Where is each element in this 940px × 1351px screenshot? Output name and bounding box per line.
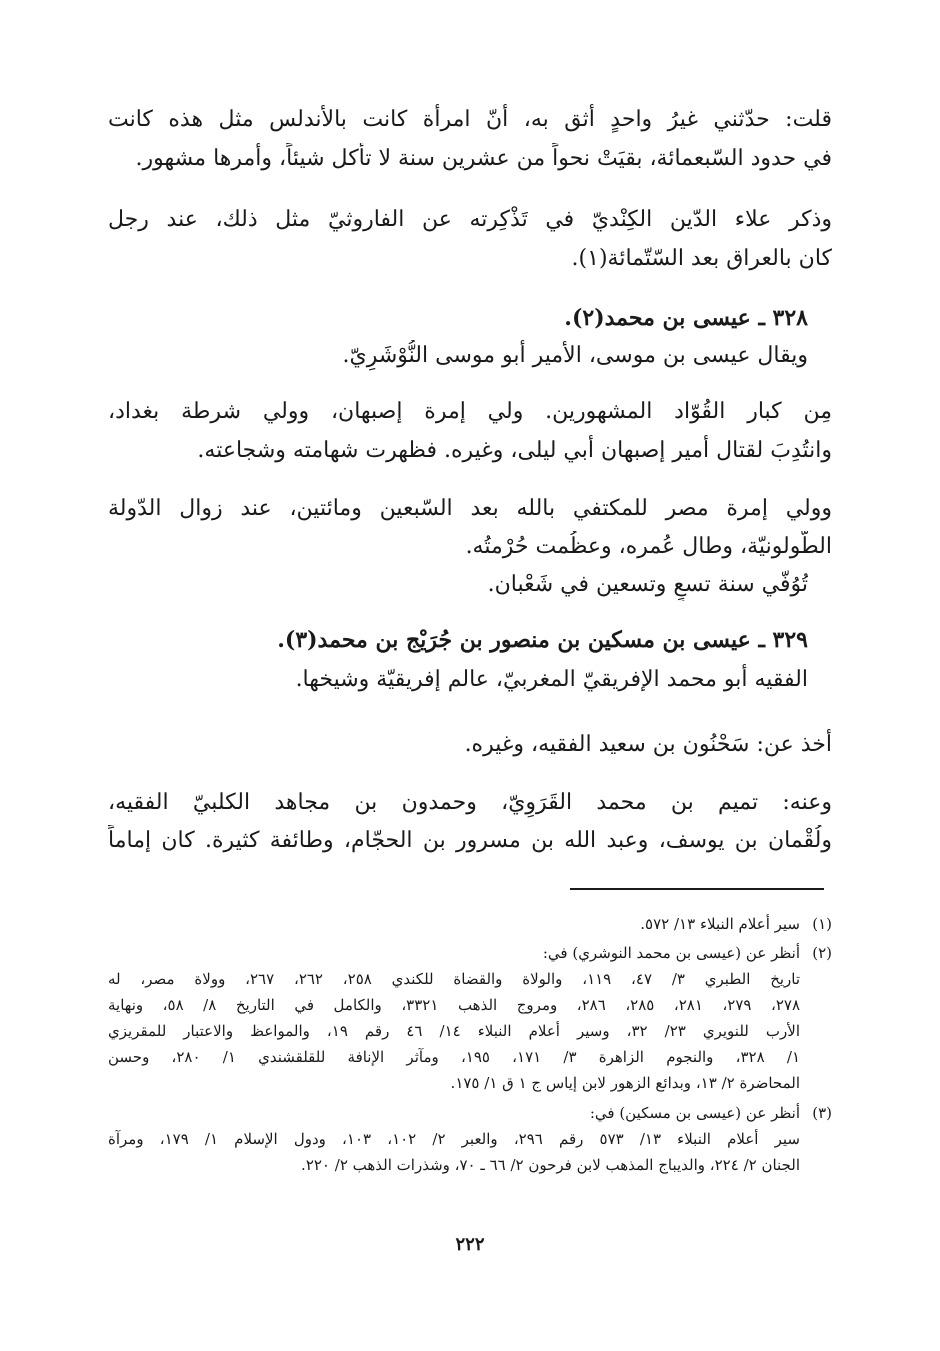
entry-heading-328: ٣٢٨ ـ عيسى بن محمد(٢). (564, 305, 808, 331)
footnote-line: الجنان ٢/ ٢٢٤، والديباج المذهب لابن فرحون ٢/ ٦٦ ـ ٧٠، وشذرات الذهب ٢/ ٢٢٠. (301, 1156, 800, 1174)
text-line: تُوُفّي سنة تسعٍ وتسعين في شَعْبان. (487, 572, 808, 597)
text-line: وعنه: تميم بن محمد القَرَوِيّ، وحمدون بن مجاهد الكلبيّ الفقيه، (108, 790, 832, 815)
footnote-separator (570, 888, 824, 890)
footnote-line: الأرب للنويري ٢٣/ ٣٢، وسير أعلام النبلاء ١٤/ ٤٦ رقم ١٩، والمواعظ والاعتبار للمقريزي (108, 1022, 800, 1040)
text-line: في حدود السّبعمائة، بقيَتْ نحواً من عشرين سنة لا تأكل شيئاً، وأمرها مشهور. (135, 146, 832, 171)
footnote-text: سير أعلام النبلاء ١٣/ ٥٧٢. (640, 915, 800, 933)
text-line: مِن كبار القُوّاد المشهورين. ولي إمرة إصبهان، وولي شرطة بغداد، (108, 399, 832, 424)
footnote-line: تاريخ الطبري ٣/ ٤٧، ١١٩، والولاة والقضاة للكندي ٢٥٨، ٢٦٢، ٢٦٧، وولاة مصر، له (108, 970, 800, 988)
entry-heading-329: ٣٢٩ ـ عيسى بن مسكين بن منصور بن جُرَيْج بن محمد(٣). (277, 627, 808, 653)
footnote-number: (١) (812, 915, 832, 933)
text-line: وولي إمرة مصر للمكتفي بالله بعد السّبعين ومائتين، عند زوال الدّولة (108, 496, 832, 521)
footnote-line: المحاضرة ٢/ ١٣، وبدائع الزهور لابن إياس ج ١ ق ١/ ١٧٥. (450, 1074, 800, 1092)
footnote-text: أنظر عن (عيسى بن مسكين) في: (589, 1104, 800, 1122)
text-line: الفقيه أبو محمد الإفريقيّ المغربيّ، عالم إفريقيّة وشيخها. (295, 667, 808, 692)
text-line: وذكر علاء الدّين الكِنْديّ في تَذْكِرته عن الفاروثيّ مثل ذلك، عند رجل (108, 207, 832, 232)
text-line: وانتُدِبَ لقتال أمير إصبهان أبي ليلى، وغيره. فظهرت شهامته وشجاعته. (197, 438, 832, 463)
footnote-line: ١/ ٣٢٨، والنجوم الزاهرة ٣/ ١٧١، ١٩٥، ومآثر الإنافة للقلقشندي ١/ ٢٨٠، وحسن (108, 1048, 800, 1066)
footnote-3 (108, 1101, 832, 1125)
footnote-2 (108, 941, 832, 965)
text-line: قلت: حدّثني غيرُ واحدٍ أثق به، أنّ امرأة كانت بالأندلس مثل هذه كانت (108, 107, 832, 132)
text-line: ويقال عيسى بن موسى، الأمير أبو موسى النُّوْشَرِيّ. (342, 343, 808, 368)
page-number: ٢٢٢ (455, 1234, 485, 1255)
footnote-1 (108, 912, 832, 936)
footnote-line: ٢٧٨، ٢٧٩، ٢٨١، ٢٨٥، ٢٨٦، ومروج الذهب ٣٣٢١، والكامل في التاريخ ٨/ ٥٨، ونهاية (108, 996, 800, 1014)
text-line: ولُقْمان بن يوسف، وعبد الله بن مسرور بن الحجّام، وطائفة كثيرة. كان إماماً (108, 828, 832, 853)
text-line: الطُّولونيّة، وطال عُمره، وعظُمت حُرْمتُه. (465, 534, 832, 559)
text-line: كان بالعراق بعد السّتّمائة(١). (571, 246, 832, 271)
footnote-line: سير أعلام النبلاء ١٣/ ٥٧٣ رقم ٢٩٦، والعبر ٢/ ١٠٢، ١٠٣، ودول الإسلام ١/ ١٧٩، ومرآة (108, 1130, 800, 1148)
text-line: أخذ عن: سَحْنُون بن سعيد الفقيه، وغيره. (464, 732, 832, 757)
footnote-number: (٣) (812, 1104, 832, 1122)
footnote-text: أنظر عن (عيسى بن محمد النوشري) في: (542, 944, 800, 962)
footnote-number: (٢) (812, 944, 832, 962)
